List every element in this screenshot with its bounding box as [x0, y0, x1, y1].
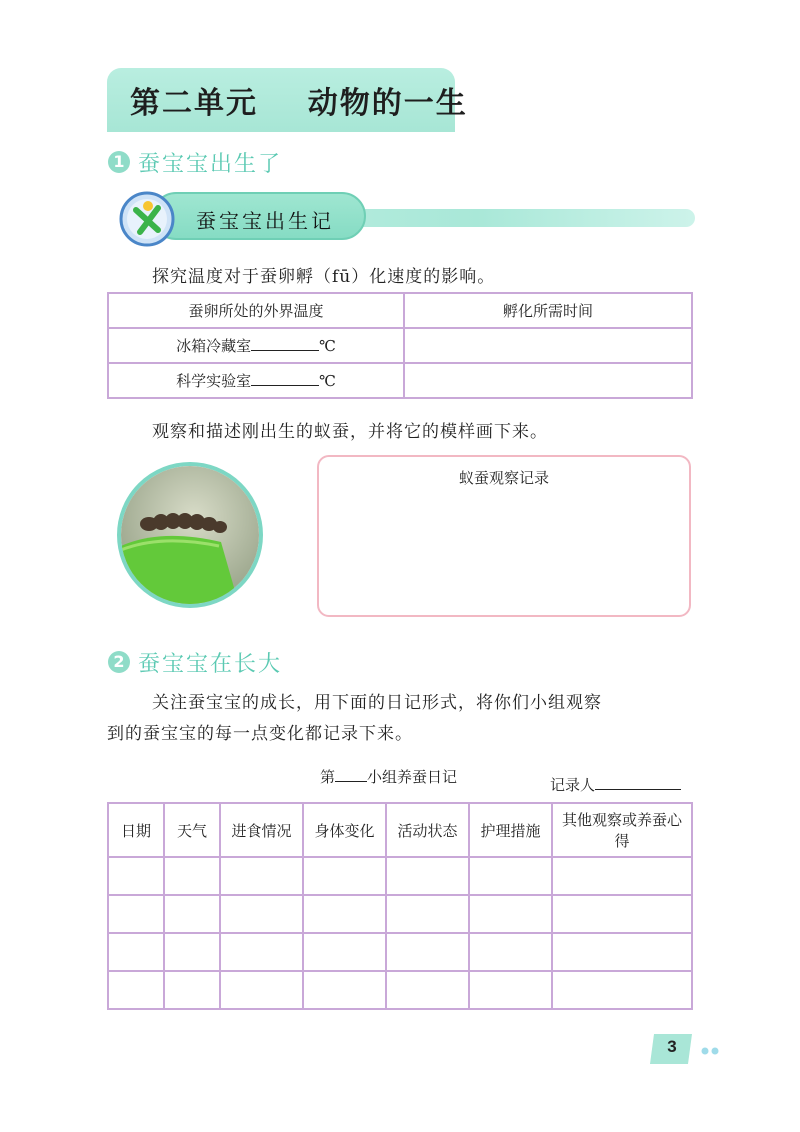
- table-cell[interactable]: [164, 971, 220, 1009]
- table-cell[interactable]: [386, 857, 469, 895]
- table-header-row: [108, 803, 692, 857]
- recorder-field: [550, 774, 681, 795]
- table-row: [108, 895, 692, 933]
- table-cell[interactable]: [164, 857, 220, 895]
- table-cell[interactable]: [469, 857, 552, 895]
- recorder-label: 记录人: [550, 776, 596, 794]
- column-header: 日期: [108, 803, 164, 857]
- diary-title-suffix: 小组养蚕日记: [367, 768, 458, 786]
- silkworm-photo: [117, 462, 263, 608]
- temperature-table: [107, 292, 693, 399]
- table-header-row: [108, 293, 692, 328]
- column-header: 进食情况: [220, 803, 303, 857]
- table-cell[interactable]: [303, 933, 386, 971]
- table-cell[interactable]: [220, 857, 303, 895]
- table-cell[interactable]: [303, 971, 386, 1009]
- intro-text: 探究温度对于蚕卵孵（fū）化速度的影响。: [152, 267, 496, 287]
- column-header: 其他观察或养蚕心得: [552, 803, 692, 857]
- table-cell[interactable]: [386, 895, 469, 933]
- fill-blank[interactable]: [251, 371, 319, 386]
- section-2-text-line2: 到的蚕宝宝的每一点变化都记录下来。: [107, 724, 413, 744]
- unit-label: ℃: [319, 372, 336, 390]
- decorative-dots-icon: [700, 1046, 722, 1056]
- observation-box-title: 蚁蚕观察记录: [458, 469, 549, 487]
- column-header: 蚕卵所处的外界温度: [108, 293, 404, 328]
- section-2-number: 2: [108, 651, 130, 673]
- page-number: 3: [667, 1037, 677, 1056]
- table-cell[interactable]: [303, 895, 386, 933]
- temperature-cell: [108, 328, 404, 363]
- unit-title: 第二单元 动物的一生: [130, 86, 468, 121]
- table-cell[interactable]: [164, 933, 220, 971]
- diary-title-prefix: 第: [320, 768, 336, 786]
- table-cell[interactable]: [108, 857, 164, 895]
- location-label: 科学实验室: [176, 372, 252, 390]
- group-number-blank[interactable]: [335, 767, 367, 782]
- table-cell[interactable]: [469, 895, 552, 933]
- section-1-title: 蚕宝宝出生了: [138, 152, 283, 177]
- table-cell[interactable]: [220, 933, 303, 971]
- table-row: [108, 857, 692, 895]
- table-cell[interactable]: [164, 895, 220, 933]
- temperature-cell: [108, 363, 404, 398]
- table-cell[interactable]: [552, 971, 692, 1009]
- table-cell[interactable]: [220, 895, 303, 933]
- table-cell[interactable]: [552, 895, 692, 933]
- column-header: 护理措施: [469, 803, 552, 857]
- section-2-text-line1: 关注蚕宝宝的成长，用下面的日记形式，将你们小组观察: [152, 693, 602, 713]
- table-cell[interactable]: [220, 971, 303, 1009]
- fill-blank[interactable]: [251, 336, 319, 351]
- table-cell[interactable]: [552, 933, 692, 971]
- section-1-number: 1: [108, 151, 130, 173]
- silkworm-image: [121, 466, 263, 608]
- column-header: 孵化所需时间: [404, 293, 692, 328]
- recorder-blank[interactable]: [595, 775, 681, 790]
- unit-label: ℃: [319, 337, 336, 355]
- table-row: [108, 933, 692, 971]
- table-cell[interactable]: [386, 971, 469, 1009]
- diary-title: [320, 766, 457, 787]
- table-cell[interactable]: [108, 895, 164, 933]
- diary-table: [107, 802, 693, 1010]
- table-cell[interactable]: [469, 933, 552, 971]
- activity-title: 蚕宝宝出生记: [196, 209, 334, 233]
- location-label: 冰箱冷藏室: [176, 337, 252, 355]
- table-cell[interactable]: [552, 857, 692, 895]
- table-cell[interactable]: [108, 933, 164, 971]
- activity-icon: [118, 190, 176, 248]
- column-header: 身体变化: [303, 803, 386, 857]
- section-2-title: 蚕宝宝在长大: [138, 652, 283, 677]
- column-header: 天气: [164, 803, 220, 857]
- table-cell[interactable]: [303, 857, 386, 895]
- table-row: [108, 971, 692, 1009]
- table-cell[interactable]: [469, 971, 552, 1009]
- table-row: [108, 363, 692, 398]
- table-cell[interactable]: [108, 971, 164, 1009]
- table-row: [108, 328, 692, 363]
- observe-text: 观察和描述刚出生的蚁蚕，并将它的模样画下来。: [152, 422, 548, 442]
- column-header: 活动状态: [386, 803, 469, 857]
- time-cell[interactable]: [404, 328, 692, 363]
- table-cell[interactable]: [386, 933, 469, 971]
- time-cell[interactable]: [404, 363, 692, 398]
